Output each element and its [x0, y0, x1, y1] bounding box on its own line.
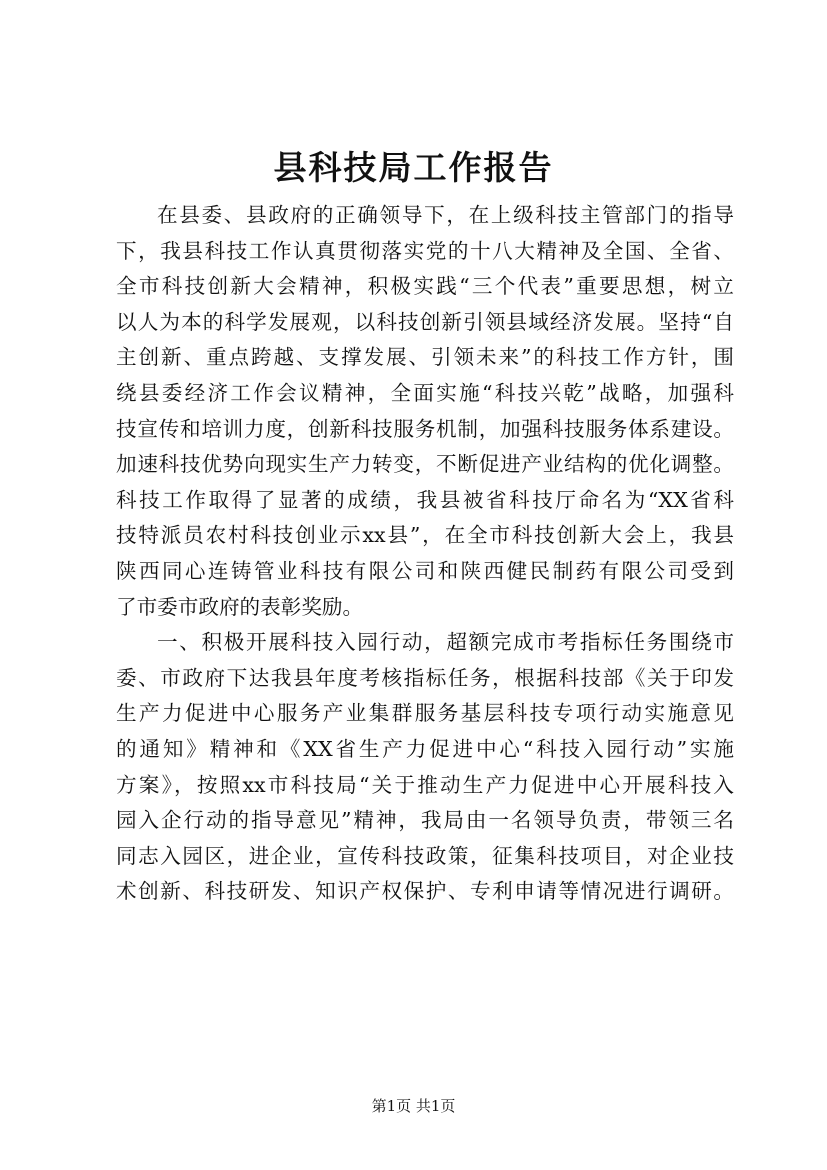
paragraph-2-line: 术创新、科技研发、知识产权保护、专利申请等情况进行调研。	[116, 879, 734, 904]
paragraph-1-line: 主创新、重点跨越、支撑发展、引领未来”的科技工作方针，围	[116, 345, 734, 370]
paragraph-2-line: 方案》，按照xx市科技局“关于推动生产力促进中心开展科技入	[116, 772, 734, 797]
document-title: 县科技局工作报告	[273, 148, 554, 187]
paragraph-1-line: 以人为本的科学发展观，以科技创新引领县域经济发展。坚持“自	[116, 309, 734, 334]
paragraph-2-line: 一、积极开展科技入园行动，超额完成市考指标任务围绕市	[157, 630, 734, 655]
paragraph-1-line: 陕西同心连铸管业科技有限公司和陕西健民制药有限公司受到	[116, 558, 734, 583]
paragraph-1-line: 了市委市政府的表彰奖励。	[116, 594, 364, 619]
paragraph-1-line: 科技工作取得了显著的成绩，我县被省科技厅命名为“XX省科	[116, 487, 734, 512]
paragraph-1-line: 全市科技创新大会精神，积极实践“三个代表”重要思想，树立	[116, 274, 734, 299]
paragraph-2-line: 的通知》精神和《XX省生产力促进中心“科技入园行动”实施	[116, 736, 734, 761]
paragraph-1-line: 技宣传和培训力度，创新科技服务机制，加强科技服务体系建设。	[116, 416, 734, 441]
paragraph-2-line: 同志入园区，进企业，宣传科技政策，征集科技项目，对企业技	[116, 843, 734, 868]
paragraph-2-line: 委、市政府下达我县年度考核指标任务，根据科技部《关于印发	[116, 665, 734, 690]
document-body	[116, 198, 734, 910]
paragraph-1-line: 技特派员农村科技创业示xx县”，在全市科技创新大会上，我县	[116, 523, 734, 548]
page-number-footer: 第1页 共1页	[371, 1097, 456, 1115]
paragraph-1-line: 在县委、县政府的正确领导下，在上级科技主管部门的指导	[157, 203, 734, 227]
paragraph-1-line: 绕县委经济工作会议精神，全面实施“科技兴乾”战略，加强科	[116, 380, 734, 405]
paragraph-2-line: 生产力促进中心服务产业集群服务基层科技专项行动实施意见	[116, 701, 734, 726]
paragraph-1-line: 下，我县科技工作认真贯彻落实党的十八大精神及全国、全省、	[116, 238, 734, 263]
paragraph-1-line: 加速科技优势向现实生产力转变，不断促进产业结构的优化调整。	[116, 452, 734, 477]
paragraph-2-line: 园入企行动的指导意见”精神，我局由一名领导负责，带领三名	[116, 808, 734, 833]
